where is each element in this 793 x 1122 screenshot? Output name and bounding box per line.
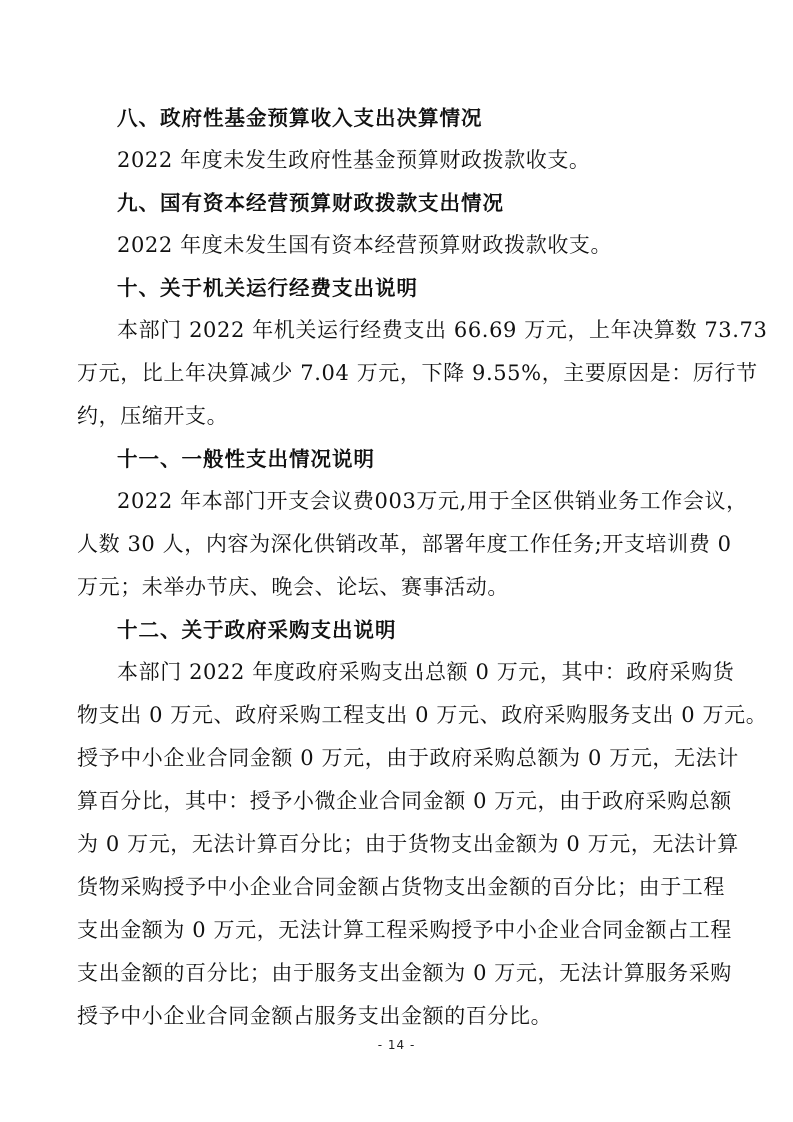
section-12-heading: 十二、关于政府采购支出说明 [117, 618, 397, 642]
section-11-paragraph-line: 万元；未举办节庆、晚会、论坛、赛事活动。 [77, 575, 509, 599]
section-10-heading: 十、关于机关运行经费支出说明 [117, 276, 418, 300]
section-12-paragraph-line: 物支出 0 万元、政府采购工程支出 0 万元、政府采购服务支出 0 万元。 [77, 703, 768, 727]
section-9-heading: 九、国有资本经营预算财政拨款支出情况 [117, 191, 504, 215]
section-8-heading: 八、政府性基金预算收入支出决算情况 [117, 106, 483, 130]
section-10-paragraph-line: 约，压缩开支。 [77, 404, 229, 428]
section-12-paragraph-line: 为 0 万元，无法计算百分比；由于货物支出金额为 0 万元，无法计算 [77, 832, 739, 856]
section-11-heading: 十一、一般性支出情况说明 [117, 447, 375, 471]
section-8-paragraph-line: 2022 年度未发生政府性基金预算财政拨款收支。 [117, 148, 591, 172]
section-10-paragraph-line: 万元，比上年决算减少 7.04 万元，下降 9.55%，主要原因是：厉行节 [77, 361, 758, 385]
section-12-paragraph-line: 算百分比，其中：授予小微企业合同金额 0 万元，由于政府采购总额 [77, 789, 732, 813]
section-9-paragraph-line: 2022 年度未发生国有资本经营预算财政拨款收支。 [117, 233, 613, 257]
section-11-paragraph-line: 2022 年本部门开支会议费003万元,用于全区供销业务工作会议， [117, 489, 748, 513]
section-12-paragraph-line: 货物采购授予中小企业合同金额占货物支出金额的百分比；由于工程 [77, 875, 725, 899]
section-12-paragraph-line: 支出金额的百分比；由于服务支出金额为 0 万元，无法计算服务采购 [77, 961, 732, 985]
section-12-paragraph-line: 支出金额为 0 万元，无法计算工程采购授予中小企业合同金额占工程 [77, 918, 732, 942]
section-11-paragraph-line: 人数 30 人，内容为深化供销改革，部署年度工作任务;开支培训费 0 [77, 532, 732, 556]
section-10-paragraph-line: 本部门 2022 年机关运行经费支出 66.69 万元，上年决算数 73.73 [117, 318, 768, 342]
page-number: - 14 - [377, 1038, 416, 1052]
section-12-paragraph-line: 授予中小企业合同金额 0 万元，由于政府采购总额为 0 万元，无法计 [77, 746, 739, 770]
section-12-paragraph-line: 授予中小企业合同金额占服务支出金额的百分比。 [77, 1004, 553, 1028]
section-12-paragraph-line: 本部门 2022 年度政府采购支出总额 0 万元，其中：政府采购货 [117, 660, 735, 684]
